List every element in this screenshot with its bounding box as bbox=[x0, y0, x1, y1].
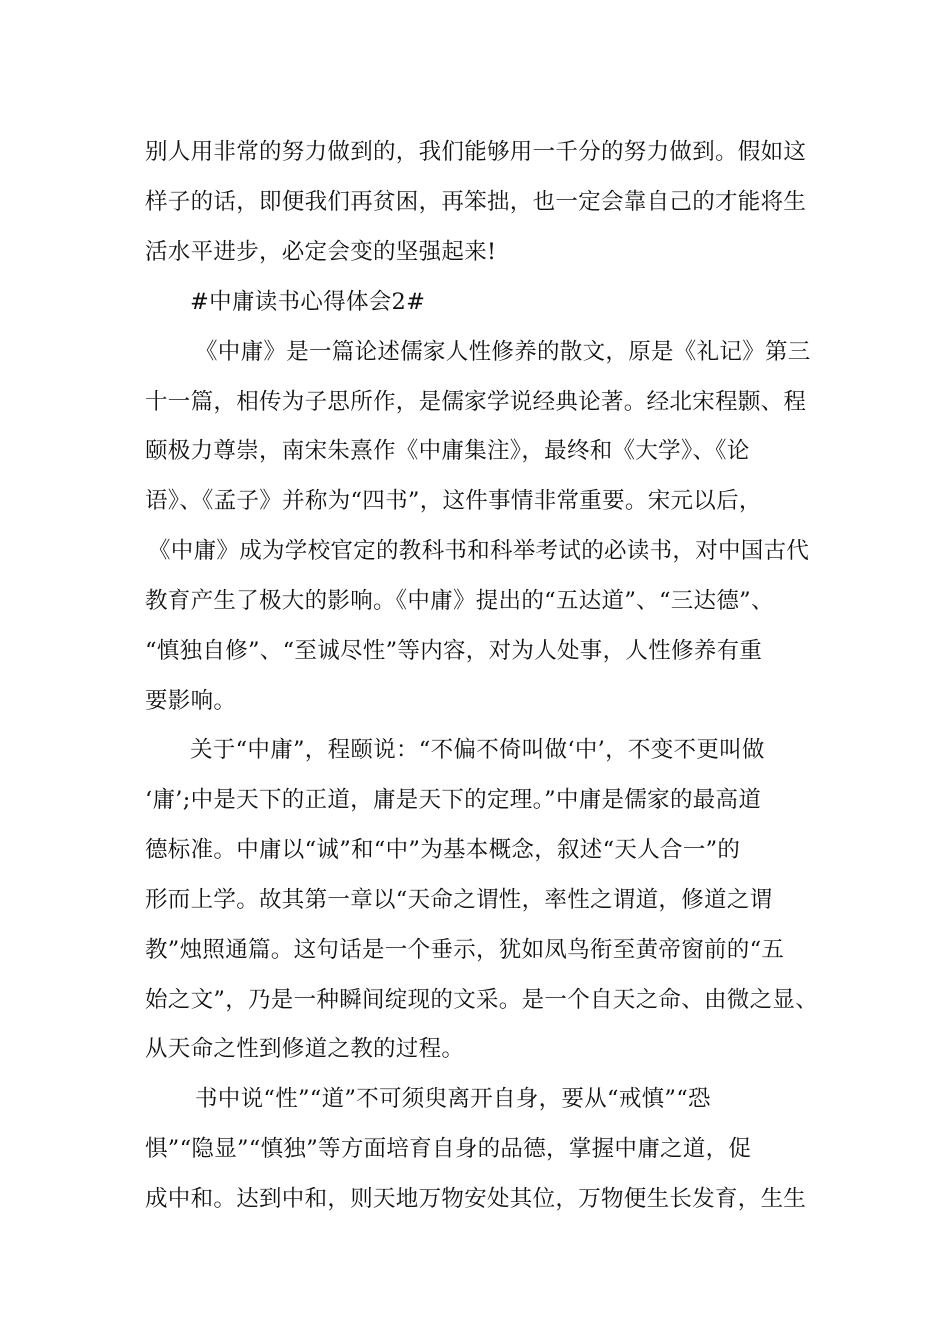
text-line-5: 《中庸》是一篇论述儒家人性修养的散文，原是《礼记》第三 bbox=[195, 339, 811, 365]
text-line-9: 《中庸》成为学校官定的教科书和科举考试的必读书，对中国古代 bbox=[148, 538, 810, 564]
text-line-7: 颐极力尊崇，南宋朱熹作《中庸集注》，最终和《大学》、《论 bbox=[145, 438, 750, 464]
text-line-11: “慎独自修”、“至诚尽性”等内容，对为人处事，人性修养有重 bbox=[145, 638, 763, 664]
text-line-16: 形而上学。故其第一章以“天命之谓性，率性之谓道，修道之谓 bbox=[145, 887, 773, 913]
section-heading: #中庸读书心得体会2# bbox=[190, 289, 426, 315]
text-line-17: 教”烛照通篇。这句话是一个垂示，犹如凤鸟衔至黄帝窗前的“五 bbox=[145, 937, 785, 963]
text-line-15: 德标准。中庸以“诚”和“中”为基本概念，叙述“天人合一”的 bbox=[145, 837, 741, 863]
text-line-22: 成中和。达到中和，则天地万物安处其位，万物便生长发育，生生 bbox=[145, 1186, 807, 1212]
text-line-8: 语》、《孟子》并称为“四书”，这件事情非常重要。宋元以后， bbox=[145, 488, 762, 514]
text-line-1: 别人用非常的努力做到的，我们能够用一千分的努力做到。假如这 bbox=[145, 139, 807, 165]
text-line-20: 书中说“性”“道”不可须臾离开自身，要从“戒慎”“恐 bbox=[195, 1086, 711, 1112]
text-line-2: 样子的话，即便我们再贫困，再笨拙，也一定会靠自己的才能将生 bbox=[145, 189, 807, 215]
text-line-18: 始之文”，乃是一种瞬间绽现的文采。是一个自天之命、由微之显、 bbox=[145, 987, 819, 1013]
text-line-13: 关于“中庸”，程颐说：“不偏不倚叫做‘中’，不变不更叫做 bbox=[190, 737, 765, 763]
text-line-19: 从天命之性到修道之教的过程。 bbox=[145, 1036, 465, 1062]
text-line-10: 教育产生了极大的影响。《中庸》提出的“五达道”、“三达德”、 bbox=[145, 588, 774, 614]
text-line-3: 活水平进步，必定会变的坚强起来! bbox=[145, 239, 497, 265]
text-line-14: ‘庸’;中是天下的正道，庸是天下的定理。”中庸是儒家的最高道 bbox=[145, 787, 762, 813]
text-line-21: 惧”“隐显”“慎独”等方面培育自身的品德，掌握中庸之道，促 bbox=[145, 1136, 752, 1162]
text-line-12: 要影响。 bbox=[145, 688, 237, 714]
text-line-6: 十一篇，相传为子思所作，是儒家学说经典论著。经北宋程颢、程 bbox=[145, 389, 807, 415]
